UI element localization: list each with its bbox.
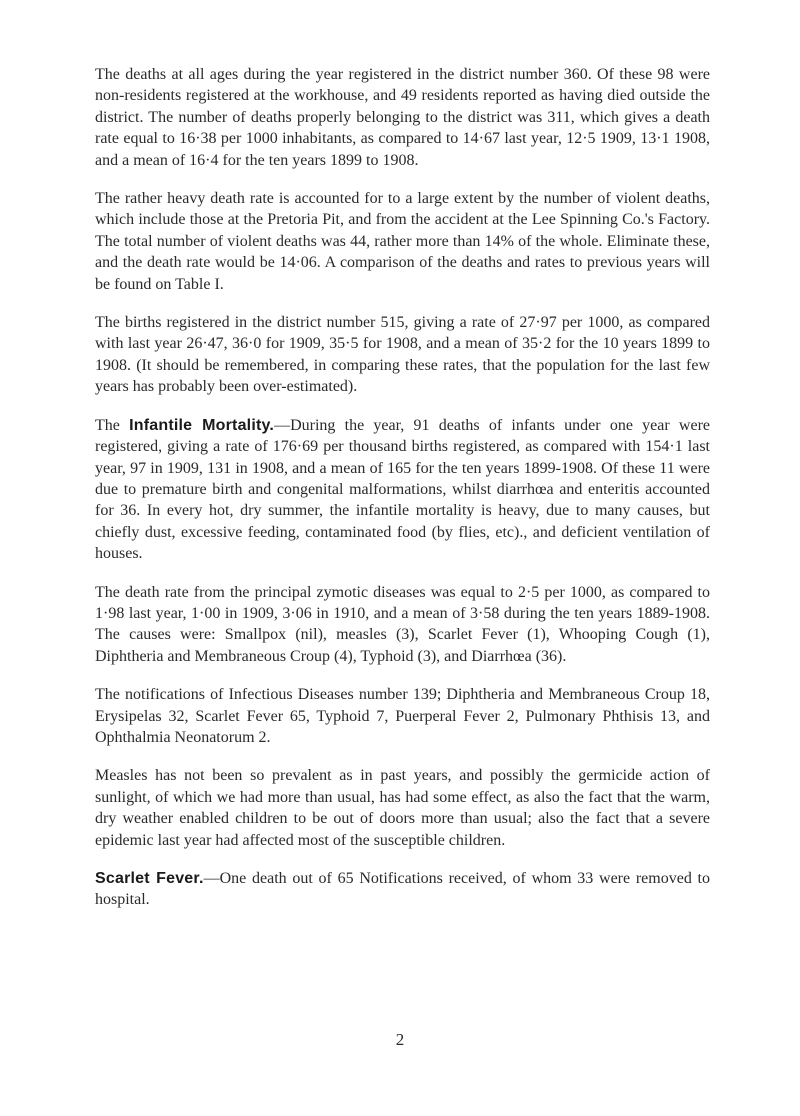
paragraph-text: The rather heavy death rate is accounted for to a large extent by the number of violent deaths, which include those at the Pretoria Pit, and from the accident at the Lee Spinning Co.'s Factory. The total number of violent deaths was 44, rather more than 14% of the whole. Eliminate these, and the death rate would be 14·06. A comparison of the deaths and rates to previous years will be found on Table I. <box>95 190 710 293</box>
paragraph-text: Measles has not been so prevalent as in past years, and possibly the germicide action of sunlight, of which we had more than usual, has had some effect, as also the fact that the warm, dry weather enabled children to be out of doors more than usual; also the fact that a severe epidemic last year had affected most of the susceptible children. <box>95 767 710 849</box>
page-number: 2 <box>395 1030 405 1049</box>
paragraph-measles <box>95 765 710 851</box>
paragraph-notifications <box>95 684 710 748</box>
paragraph-zymotic-diseases <box>95 582 710 668</box>
section-heading-infantile-mortality: Infantile Mortality. <box>129 416 275 434</box>
paragraph-text: —One death out of 65 Notifications received, of whom 33 were removed to hospital. <box>95 870 710 909</box>
document-body <box>95 64 710 928</box>
paragraph-scarlet-fever <box>95 868 710 911</box>
paragraph-prefix: The <box>95 416 130 434</box>
paragraph-text: —During the year, 91 deaths of infants under one year were registered, giving a rate of 176·69 per thousand births registered, as compared with 154·1 last year, 97 in 1909, 131 in 1908, and a mean of 165 for the ten years 1899-1908. Of these 11 were due to premature birth and congenital malformations, whilst diarrhœa and enteritis accounted for 36. In every hot, dry summer, the infantile mortality is heavy, due to many causes, but chiefly dust, excessive feeding, contaminated food (by flies, etc)., and deficient ventilation of houses. <box>95 416 711 563</box>
paragraph-text: The deaths at all ages during the year registered in the district number 360. Of these 98 were non-residents registered at the workhouse, and 49 residents reported as having died outside the district. The number of deaths properly belonging to the district was 311, which gives a death rate equal to 16·38 per 1000 inhabitants, as compared to 14·67 last year, 12·5 1909, 13·1 1908, and a mean of 16·4 for the ten years 1899 to 1908. <box>95 66 710 169</box>
paragraph-deaths <box>95 64 710 171</box>
paragraph-text: The notifications of Infectious Diseases number 139; Diphtheria and Membraneous Croup 18, Erysipelas 32, Scarlet Fever 65, Typhoid 7, Puerperal Fever 2, Pulmonary Phthisis 13, and Ophthalmia Neonatorum 2. <box>95 686 710 746</box>
section-heading-scarlet-fever: Scarlet Fever. <box>95 870 204 887</box>
paragraph-births <box>95 312 710 398</box>
paragraph-text: The death rate from the principal zymotic diseases was equal to 2·5 per 1000, as compared to 1·98 last year, 1·00 in 1909, 3·06 in 1910, and a mean of 3·58 during the ten years 1889-1908. The causes were: Smallpox (nil), measles (3), Scarlet Fever (1), Whooping Cough (1), Diphtheria and Membraneous Croup (4), Typhoid (3), and Diarrhœa (36). <box>95 583 710 665</box>
paragraph-violent-deaths <box>95 188 710 295</box>
paragraph-infantile-mortality <box>95 415 710 565</box>
paragraph-text: The births registered in the district number 515, giving a rate of 27·97 per 1000, as compared with last year 26·47, 36·0 for 1909, 35·5 for 1908, and a mean of 35·2 for the 10 years 1899 to 1908. (It should be remembered, in comparing these rates, that the population for the last few years has probably been over-estimated). <box>95 314 710 396</box>
